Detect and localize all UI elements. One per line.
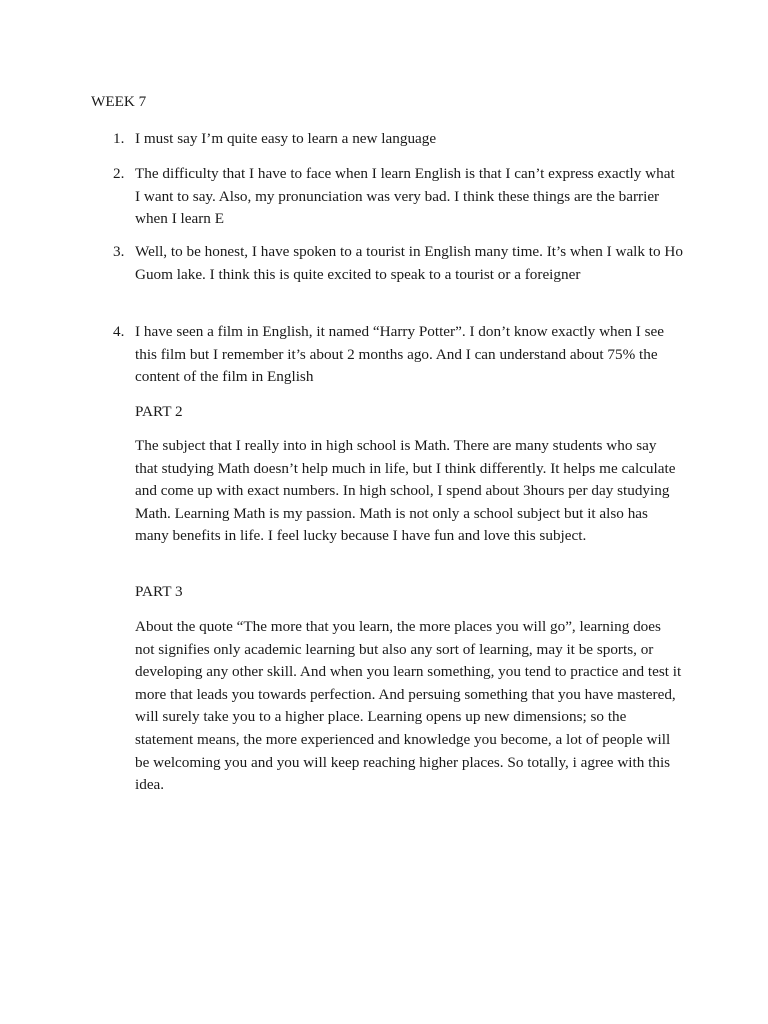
question-answer: I have seen a film in English, it named “Harry Potter”. I don’t know exactly when I see this film but I remember it’s about 2 months ago. And I can understand about 75% the content of the film in English bbox=[135, 323, 665, 386]
part2-paragraph: The subject that I really into in high school is Math. There are many students who say that studying Math doesn’t help much in life, but I think differently. It helps me calculate and come up with exact numbers. In high school, I spend about 3hours per day studying Math. Learning Math is my passion. Math is not only a school subject but it also has many benefits in life. I feel lucky because I have fun and love this subject. bbox=[135, 437, 676, 545]
question-answer: Well, to be honest, I have spoken to a tourist in English many time. It’s when I walk to Ho Guom lake. I think this is quite excited to speak to a tourist or a foreigner bbox=[135, 243, 683, 283]
question-answer: I must say I’m quite easy to learn a new language bbox=[135, 130, 437, 147]
question-number: 1. bbox=[113, 130, 125, 147]
question-number: 3. bbox=[113, 243, 125, 260]
document-title: WEEK 7 bbox=[91, 93, 147, 110]
part3-paragraph: About the quote “The more that you learn, the more places you will go”, learning does not signifies only academic learning but also any sort of learning, may it be sports, or developing any other skill. And when you learn something, you tend to practice and test it more that leads you towards perfection. And persuing something that you have mastered, will surely take you to a higher place. Learning opens up new dimensions; so the statement means, the more experienced and knowledge you become, a lot of people will be welcoming you and you will keep reaching higher places. So totally, i agree with this idea. bbox=[135, 618, 682, 794]
question-answer: The difficulty that I have to face when I learn English is that I can’t express exactly what I want to say. Also, my pronunciation was very bad. I think these things are the barrier when I learn E bbox=[135, 165, 675, 228]
part2-heading: PART 2 bbox=[135, 403, 183, 420]
question-number: 2. bbox=[113, 165, 125, 182]
question-number: 4. bbox=[113, 323, 125, 340]
part3-heading: PART 3 bbox=[135, 583, 183, 600]
